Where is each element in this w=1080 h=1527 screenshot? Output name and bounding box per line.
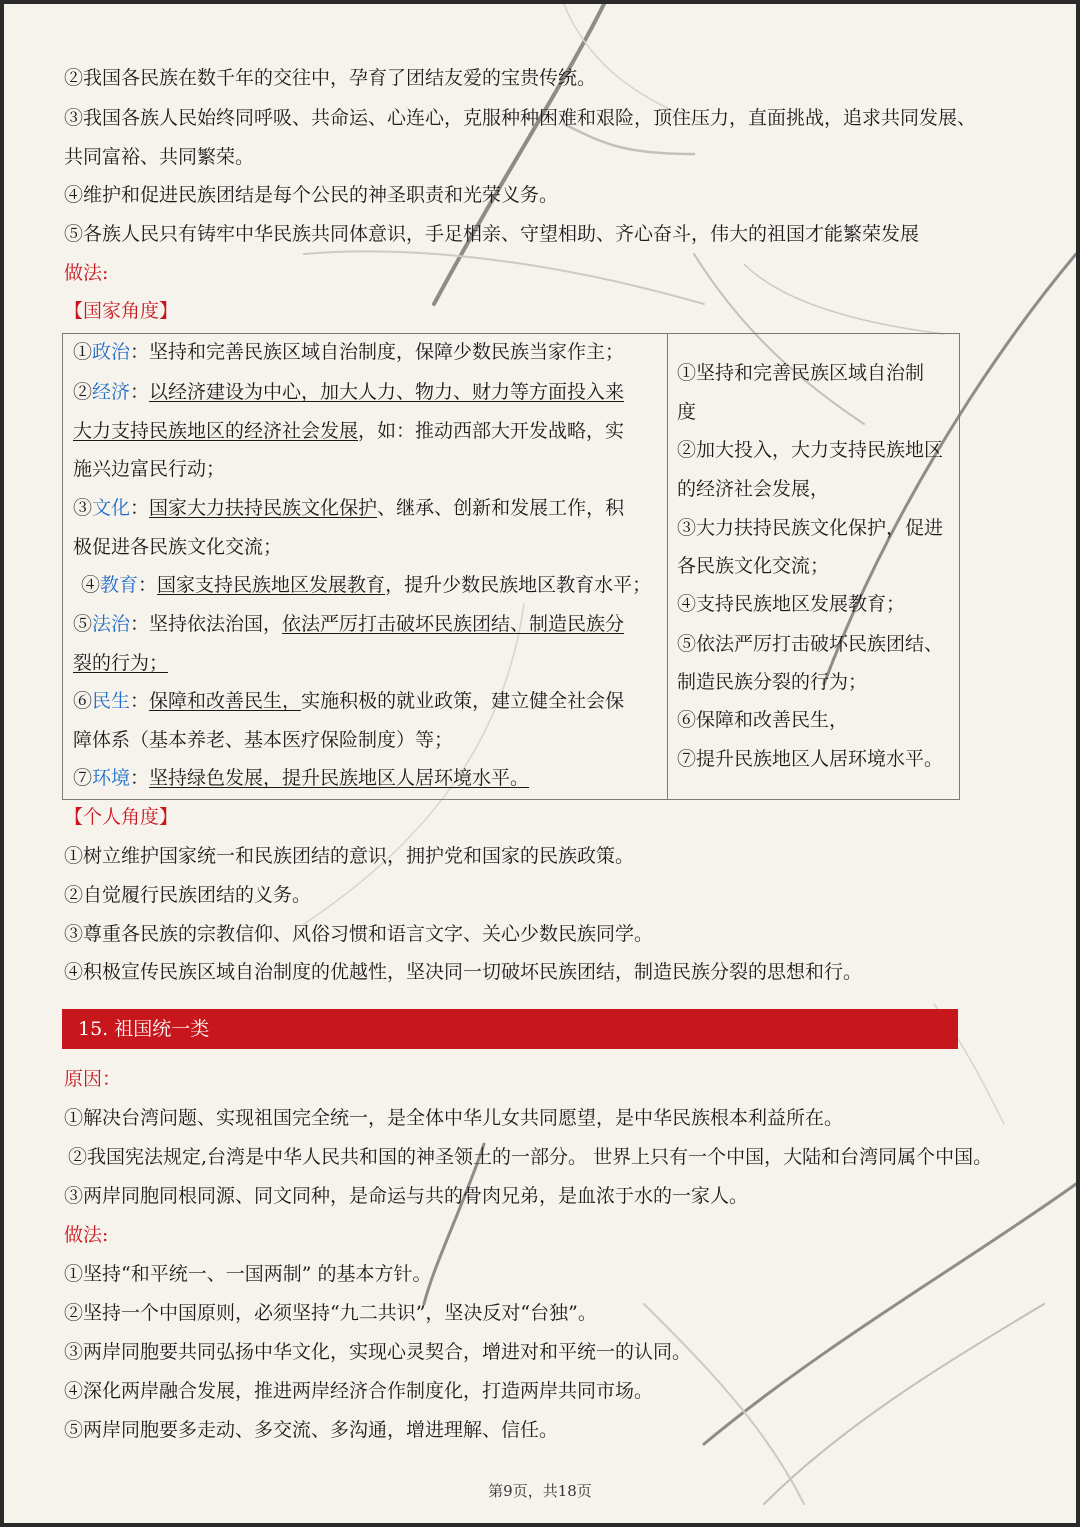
personal-item: ③尊重各民族的宗教信仰、风俗习惯和语言文字、关心少数民族同学。 bbox=[64, 923, 654, 945]
document-page bbox=[4, 4, 1076, 1523]
method-label-2: 做法: bbox=[64, 1224, 109, 1246]
national-heading: 【国家角度】 bbox=[64, 300, 179, 322]
reason-item: ①解决台湾问题、实现祖国完全统一，是全体中华儿女共同愿望，是中华民族根本利益所在。 bbox=[64, 1107, 844, 1129]
reason-item: ③两岸同胞同根同源、同文同种，是命运与共的骨肉兄弟，是血浓于水的一家人。 bbox=[64, 1185, 749, 1207]
key-livelihood: 民生 bbox=[92, 690, 131, 712]
table-row-environment: ⑦环境：坚持绿色发展，提升民族地区人居环境水平。 bbox=[73, 767, 530, 789]
summary-line: 制造民族分裂的行为； bbox=[677, 671, 868, 693]
key-environment: 环境 bbox=[92, 767, 131, 789]
table-row-education: ④教育：国家支持民族地区发展教育，提升少数民族地区教育水平； bbox=[81, 574, 652, 596]
text-line: ③我国各族人民始终同呼吸、共命运、心连心，克服种种困难和艰险，顶住压力，直面挑战，追求共同发展、 bbox=[64, 107, 977, 129]
key-law: 法治 bbox=[92, 613, 131, 635]
method-item: ④深化两岸融合发展，推进两岸经济合作制度化，打造两岸共同市场。 bbox=[64, 1380, 654, 1402]
table-row-culture: ③文化：国家大力扶持民族文化保护、继承、创新和发展工作，积 bbox=[73, 497, 625, 519]
reason-label: 原因： bbox=[64, 1068, 122, 1090]
text-line: ⑤各族人民只有铸牢中华民族共同体意识，手足相亲、守望相助、齐心奋斗，伟大的祖国才能繁荣发展 bbox=[64, 223, 920, 245]
section-banner: 15. 祖国统一类 bbox=[62, 1009, 958, 1049]
method-item: ⑤两岸同胞要多走动、多交流、多沟通，增进理解、信任。 bbox=[64, 1419, 559, 1441]
summary-line: ⑦提升民族地区人居环境水平。 bbox=[677, 748, 944, 770]
reason-item: ②我国宪法规定,台湾是中华人民共和国的神圣领土的一部分。 世界上只有一个中国，大陆和台湾同属个中国。 bbox=[68, 1146, 993, 1168]
key-education: 教育 bbox=[100, 574, 139, 596]
personal-item: ④积极宣传民族区域自治制度的优越性，坚决同一切破坏民族团结，制造民族分裂的思想和行。 bbox=[64, 961, 863, 983]
text-line: ②我国各民族在数千年的交往中，孕育了团结友爱的宝贵传统。 bbox=[64, 67, 597, 89]
table-row-politics: ①政治：坚持和完善民族区域自治制度，保障少数民族当家作主； bbox=[73, 341, 625, 363]
summary-line: 的经济社会发展， bbox=[677, 478, 830, 500]
text-line: ④维护和促进民族团结是每个公民的神圣职责和光荣义务。 bbox=[64, 184, 559, 206]
method-label: 做法: bbox=[64, 262, 109, 284]
method-item: ②坚持一个中国原则，必须坚持“九二共识”，坚决反对“台独”。 bbox=[64, 1302, 597, 1324]
summary-line: ②加大投入，大力支持民族地区 bbox=[677, 439, 944, 461]
summary-line: 度 bbox=[677, 401, 697, 423]
table-row-economy-2: 大力支持民族地区的经济社会发展，如：推动西部大开发战略，实 bbox=[73, 420, 625, 442]
method-item: ①坚持“和平统一、一国两制” 的基本方针。 bbox=[64, 1263, 432, 1285]
page-footer: 第9页，共18页 bbox=[488, 1482, 592, 1500]
table-divider bbox=[667, 334, 668, 799]
key-economy: 经济 bbox=[92, 381, 131, 403]
method-item: ③两岸同胞要共同弘扬中华文化，实现心灵契合，增进对和平统一的认同。 bbox=[64, 1341, 692, 1363]
key-politics: 政治 bbox=[92, 341, 131, 363]
table-row-law-2: 裂的行为； bbox=[73, 652, 169, 674]
table-row-economy: ②经济：以经济建设为中心，加大人力、物力、财力等方面投入来 bbox=[73, 381, 625, 403]
summary-line: ⑥保障和改善民生， bbox=[677, 709, 849, 731]
measures-table bbox=[62, 333, 960, 800]
table-row-livelihood-2: 障体系（基本养老、基本医疗保险制度）等； bbox=[73, 729, 454, 751]
summary-line: ①坚持和完善民族区域自治制 bbox=[677, 362, 925, 384]
table-row-culture-2: 极促进各民族文化交流； bbox=[73, 536, 283, 558]
table-row-economy-3: 施兴边富民行动； bbox=[73, 458, 226, 480]
personal-item: ②自觉履行民族团结的义务。 bbox=[64, 884, 312, 906]
personal-heading: 【个人角度】 bbox=[64, 806, 179, 828]
summary-line: ⑤依法严厉打击破坏民族团结、 bbox=[677, 633, 944, 655]
summary-line: ④支持民族地区发展教育； bbox=[677, 593, 906, 615]
table-row-law: ⑤法治：坚持依法治国，依法严厉打击破坏民族团结、制造民族分 bbox=[73, 613, 625, 635]
table-row-livelihood: ⑥民生：保障和改善民生，实施积极的就业政策，建立健全社会保 bbox=[73, 690, 625, 712]
summary-line: 各民族文化交流； bbox=[677, 555, 830, 577]
key-culture: 文化 bbox=[92, 497, 131, 519]
summary-line: ③大力扶持民族文化保护，促进 bbox=[677, 517, 944, 539]
personal-item: ①树立维护国家统一和民族团结的意识，拥护党和国家的民族政策。 bbox=[64, 845, 635, 867]
text-line: 共同富裕、共同繁荣。 bbox=[64, 146, 255, 168]
